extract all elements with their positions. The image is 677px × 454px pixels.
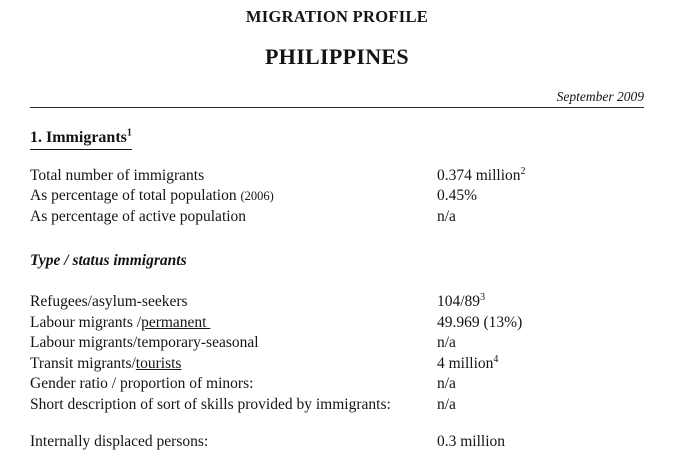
row-value — [437, 374, 644, 395]
row-label — [30, 374, 437, 395]
row-label-text: Labour migrants/temporary-seasonal — [30, 334, 259, 352]
row-value — [437, 354, 644, 375]
header-divider — [30, 107, 644, 108]
table-row — [30, 395, 644, 416]
table-row — [30, 166, 644, 187]
row-value — [437, 186, 644, 207]
table-row — [30, 354, 644, 375]
immigrants-type-rows — [30, 292, 644, 416]
table-row — [30, 186, 644, 207]
row-label — [30, 292, 437, 313]
table-row — [30, 207, 644, 228]
row-value-text: n/a — [437, 375, 456, 393]
row-label-text: Total number of immigrants — [30, 166, 205, 184]
table-row — [30, 432, 644, 453]
row-value-text: n/a — [437, 395, 456, 413]
row-label-text: Gender ratio / proportion of minors: — [30, 375, 254, 393]
row-value-text: n/a — [437, 334, 456, 352]
row-label — [30, 333, 437, 354]
section-heading — [30, 129, 132, 149]
row-value — [437, 207, 644, 228]
row-label-text: Internally displaced persons: — [30, 432, 209, 450]
row-value — [437, 292, 644, 313]
row-label — [30, 186, 437, 207]
row-value-text: n/a — [437, 207, 456, 225]
footnote-marker: 3 — [480, 291, 486, 303]
row-value-text: 104/89 — [437, 292, 481, 310]
section-heading-text: 1. Immigrants — [30, 129, 127, 147]
table-row — [30, 313, 644, 334]
row-label — [30, 432, 437, 453]
footnote-marker: 4 — [493, 353, 499, 365]
row-label-underlined: permanent — [141, 313, 211, 331]
section-heading-wrap — [30, 129, 644, 149]
row-value-text: 4 million — [437, 354, 494, 372]
row-label — [30, 395, 437, 416]
row-label — [30, 354, 437, 375]
row-value — [437, 313, 644, 334]
row-label-text: As percentage of active population — [30, 207, 247, 225]
row-value — [437, 166, 644, 187]
row-value-text: 0.3 million — [437, 432, 506, 450]
row-label-text: Transit migrants/ — [30, 354, 136, 372]
displaced-persons-rows — [30, 432, 644, 453]
document-title: MIGRATION PROFILE — [245, 7, 429, 26]
row-label-text: Short description of sort of skills provided by immigrants: — [30, 395, 391, 413]
subsection-heading: Type / status immigrants — [30, 252, 187, 270]
document-country-title: PHILIPPINES — [265, 44, 409, 70]
table-row — [30, 374, 644, 395]
row-value — [437, 395, 644, 416]
row-label — [30, 313, 437, 334]
row-value-text: 49.969 (13%) — [437, 313, 523, 331]
row-label-text: Labour migrants / — [30, 313, 142, 331]
row-value — [437, 333, 644, 354]
table-row — [30, 292, 644, 313]
row-label-note: (2006) — [240, 189, 274, 204]
immigrants-summary-rows — [30, 166, 644, 228]
row-value — [437, 432, 644, 453]
table-row — [30, 333, 644, 354]
document-date: September 2009 — [556, 89, 644, 105]
row-label-text: Refugees/asylum-seekers — [30, 292, 188, 310]
footnote-marker: 2 — [520, 165, 526, 177]
row-value-text: 0.374 million — [437, 166, 521, 184]
row-label — [30, 207, 437, 228]
row-label-underlined: tourists — [135, 354, 182, 372]
row-label-text: As percentage of total population — [30, 187, 237, 205]
row-label — [30, 166, 437, 187]
row-value-text: 0.45% — [437, 187, 478, 205]
footnote-marker: 1 — [126, 127, 132, 139]
